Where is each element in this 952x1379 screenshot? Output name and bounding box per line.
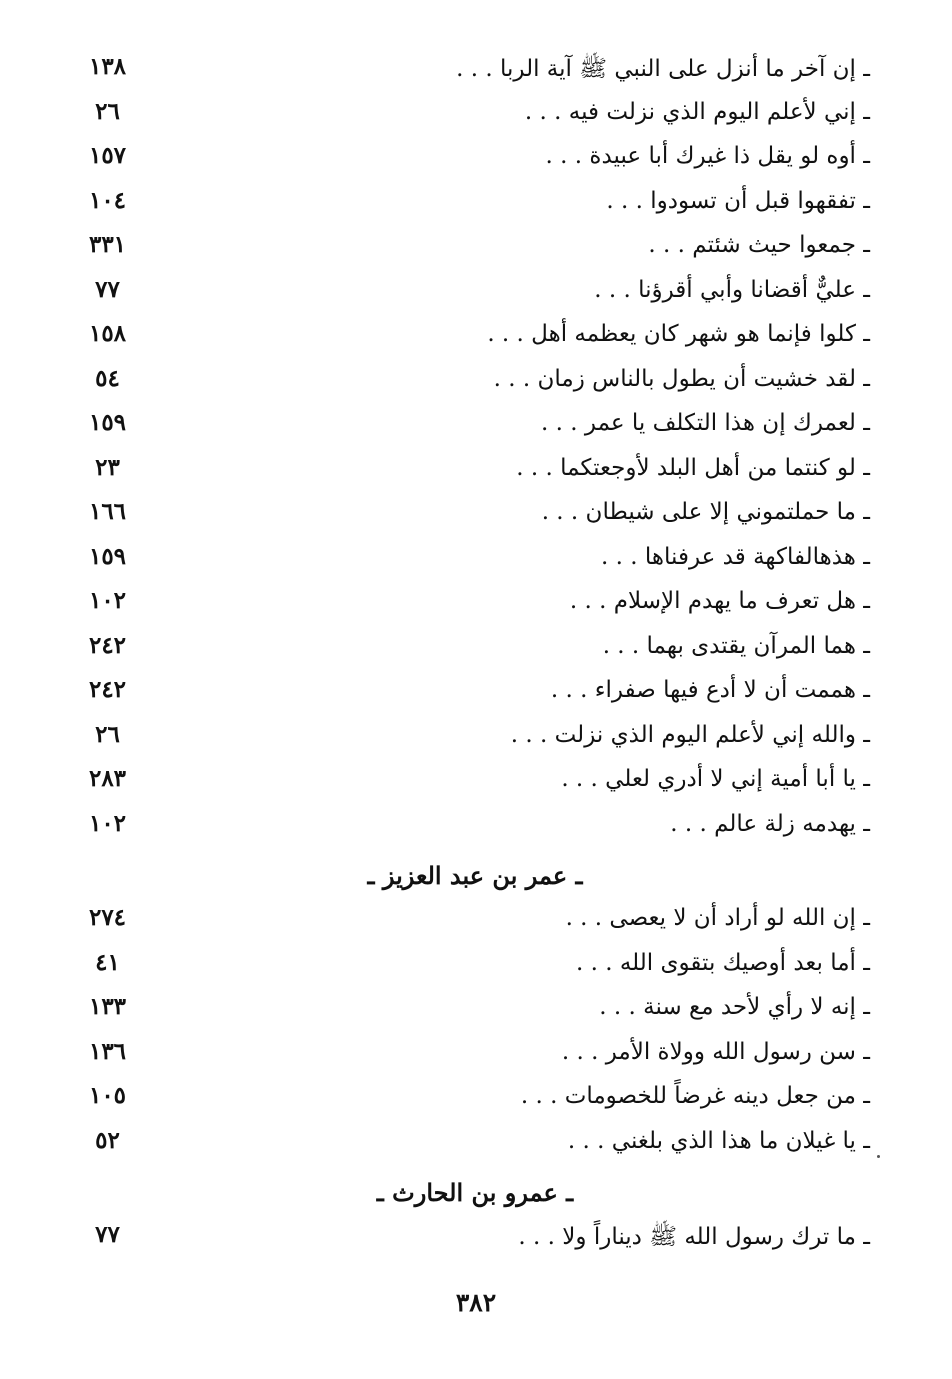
index-entry — [80, 271, 870, 316]
entry-text: ـ يا غيلان ما هذا الذي بلغني . . . — [567, 1127, 870, 1154]
entry-text: ـ هذهالفاكهة قد عرفناها . . . — [601, 543, 870, 570]
entry-page-number: ٢٤٢ — [88, 676, 127, 703]
entry-page-number: ٤١ — [95, 948, 120, 976]
page-number: ٣٨٢ — [455, 1288, 497, 1317]
index-entry — [80, 137, 870, 182]
entry-text: ـ والله إني لأعلم اليوم الذي نزلت . . . — [510, 721, 870, 748]
entry-text: ـ من جعل دينه غرضاً للخصومات . . . — [520, 1083, 870, 1109]
index-entry — [80, 627, 870, 672]
entry-page-number: ١٥٩ — [88, 542, 127, 570]
entry-text: ـ لقد خشيت أن يطول بالناس زمان . . . — [493, 365, 870, 392]
section-heading — [80, 849, 870, 899]
entry-page-number: ١٣٦ — [88, 1037, 127, 1065]
index-entry — [80, 1077, 870, 1122]
entry-text: ـ إنه لا رأي لأحد مع سنة . . . — [599, 994, 870, 1020]
entry-page-number: ١٥٩ — [88, 409, 127, 436]
entry-page-number: ٥٤ — [95, 364, 120, 392]
entry-text: ـ يهدمه زلة عالم . . . — [670, 810, 870, 837]
entry-page-number: ١٠٥ — [88, 1082, 127, 1109]
entry-text: ـ هما المرآن يقتدى بهما . . . — [602, 632, 870, 659]
entry-page-number: ٢٤٢ — [88, 631, 127, 659]
index-entry — [80, 899, 870, 944]
entry-text: ـ يا أبا أمية إني لا أدري لعلي . . . — [561, 766, 870, 792]
scan-speck — [877, 1155, 880, 1158]
entry-text: ـ جمعوا حيث شئتم . . . — [648, 232, 870, 258]
entry-page-number: ١٣٣ — [88, 993, 127, 1020]
section-heading-text: ـ عمرو بن الحارث ـ — [376, 1178, 574, 1207]
entry-text: ـ ما حملتموني إلا على شيطان . . . — [541, 499, 870, 525]
index-entry — [80, 805, 870, 850]
index-entry — [80, 716, 870, 761]
entry-text: ـ إن الله لو أراد أن لا يعصى . . . — [565, 905, 870, 931]
index-entry — [80, 93, 870, 138]
entry-page-number: ٢٦ — [95, 720, 120, 748]
entry-page-number: ١٥٨ — [88, 320, 127, 347]
entry-text: ـ هممت أن لا أدع فيها صفراء . . . — [550, 677, 870, 703]
index-entry — [80, 360, 870, 405]
index-entry — [80, 1033, 870, 1078]
entry-text: ـ تفقهوا قبل أن تسودوا . . . — [606, 187, 870, 214]
entry-text: ـ سن رسول الله وولاة الأمر . . . — [561, 1038, 870, 1065]
index-entry — [80, 315, 870, 360]
entry-text: ـ كلوا فإنما هو شهر كان يعظمه أهل . . . — [487, 321, 870, 347]
entry-text: ـ أما بعد أوصيك بتقوى الله . . . — [575, 949, 870, 976]
index-entry — [80, 493, 870, 538]
entry-text: ـ لو كنتما من أهل البلد لأوجعتكما . . . — [516, 454, 870, 481]
index-entry — [80, 48, 870, 93]
index-entry — [80, 988, 870, 1033]
entry-text: ـ إن آخر ما أنزل على النبي ﷺ آية الربا . . . — [456, 56, 870, 82]
index-entry — [80, 538, 870, 583]
entry-page-number: ١٠٤ — [88, 186, 127, 214]
index-entry — [80, 226, 870, 271]
entry-text: ـ لعمرك إن هذا التكلف يا عمر . . . — [541, 410, 870, 436]
entry-page-number: ٢٨٣ — [88, 765, 127, 792]
entry-page-number: ١٠٢ — [88, 809, 127, 837]
quote-index — [80, 48, 870, 1261]
entry-page-number: ٢٣ — [95, 453, 120, 481]
index-entry — [80, 1122, 870, 1167]
entry-text: ـ ما ترك رسول الله ﷺ ديناراً ولا . . . — [518, 1224, 870, 1250]
entry-page-number: ١٠٢ — [88, 587, 127, 614]
index-entry — [80, 671, 870, 716]
entry-page-number: ٧٧ — [95, 1221, 120, 1248]
entry-page-number: ١٥٧ — [88, 142, 127, 169]
entry-text: ـ أوه لو يقل ذا غيرك أبا عبيدة . . . — [545, 143, 870, 169]
entry-text: ـ عليٌّ أقضانا وأبي أقرؤنا . . . — [594, 276, 870, 303]
entry-page-number: ٣٣١ — [88, 231, 127, 258]
index-entry — [80, 449, 870, 494]
index-entry — [80, 404, 870, 449]
entry-page-number: ٥٢ — [95, 1126, 120, 1154]
index-entry — [80, 582, 870, 627]
entry-page-number: ٢٧٤ — [88, 904, 127, 931]
index-entry — [80, 1216, 870, 1261]
entry-page-number: ١٦٦ — [88, 498, 127, 525]
section-heading — [80, 1166, 870, 1216]
section-heading-text: ـ عمر بن عبد العزيز ـ — [367, 861, 583, 890]
entry-text: ـ هل تعرف ما يهدم الإسلام . . . — [569, 588, 870, 614]
entry-page-number: ١٣٨ — [88, 53, 127, 80]
entry-page-number: ٧٧ — [95, 275, 120, 303]
entry-text: ـ إني لأعلم اليوم الذي نزلت فيه . . . — [524, 98, 870, 125]
index-entry — [80, 944, 870, 989]
index-entry — [80, 760, 870, 805]
entry-page-number: ٢٦ — [95, 97, 120, 125]
index-entry — [80, 182, 870, 227]
